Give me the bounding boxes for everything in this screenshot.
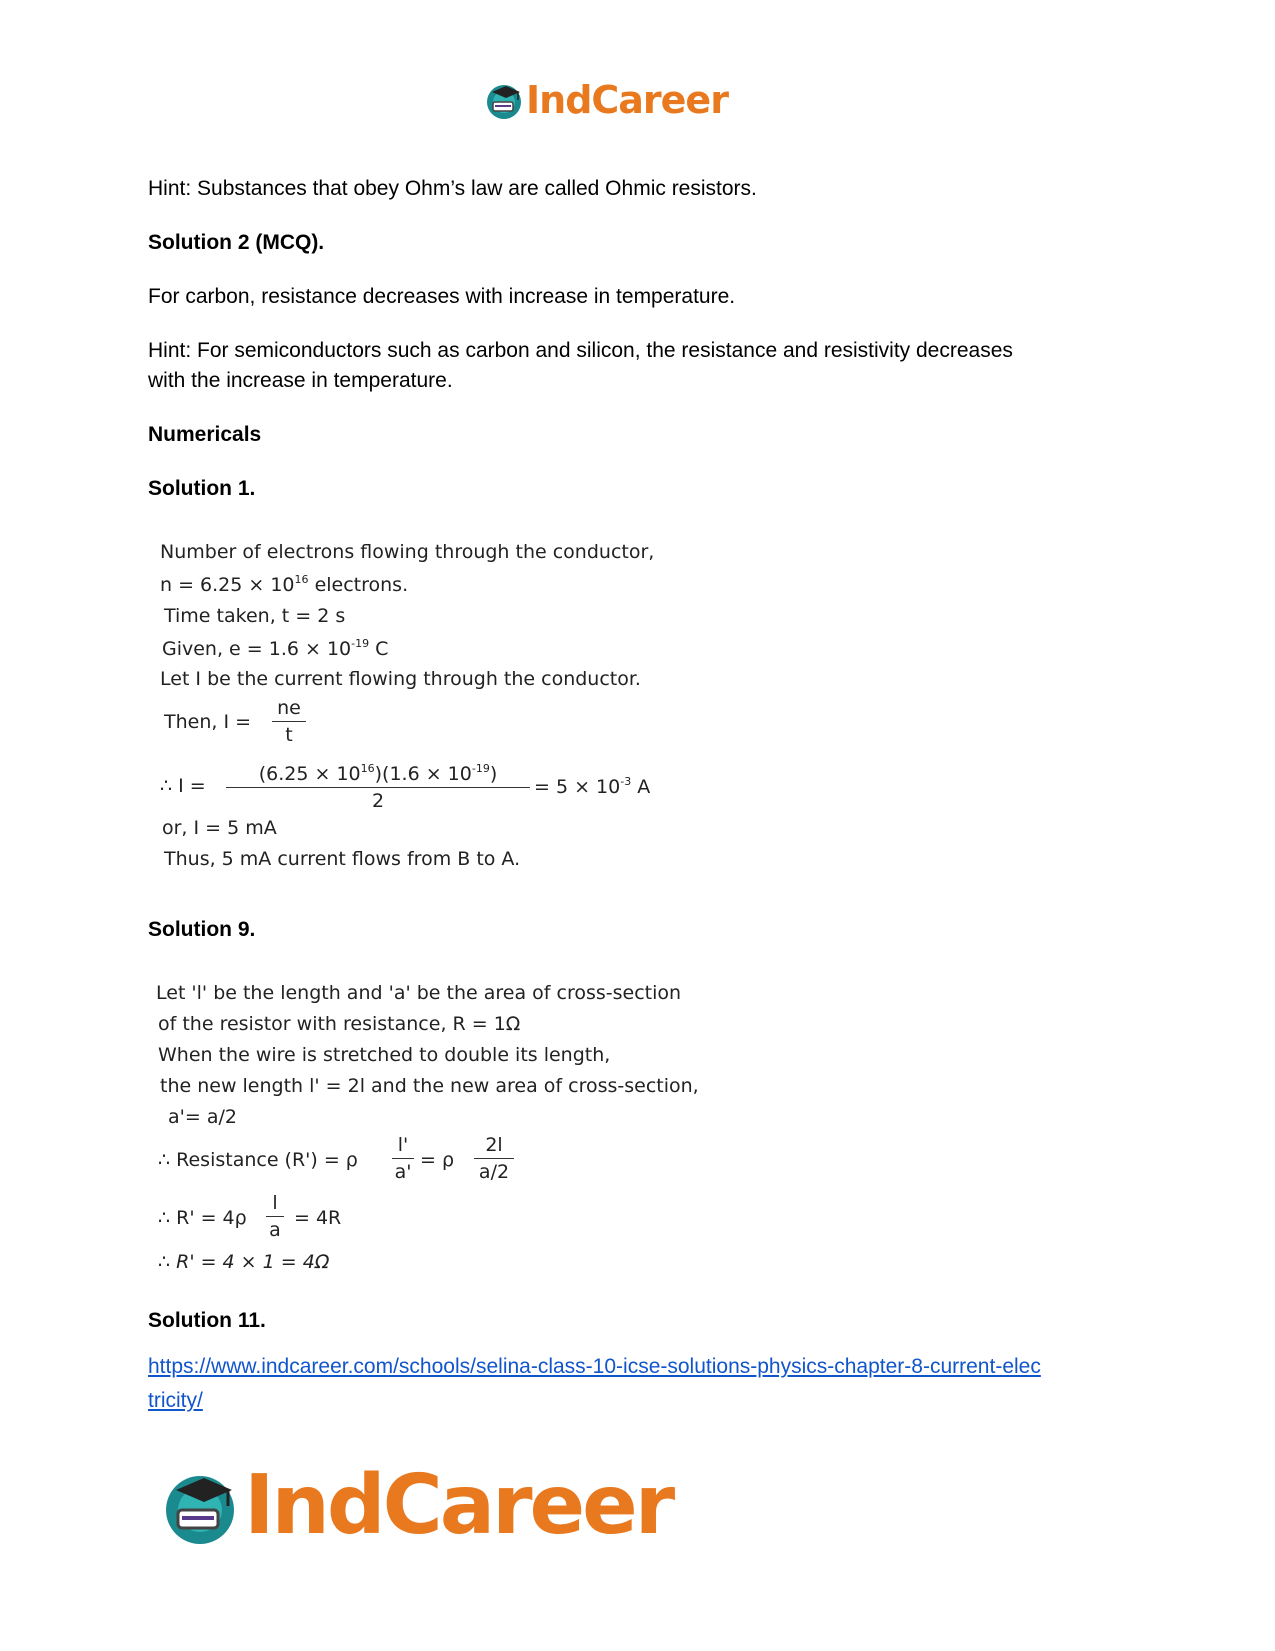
solution-11-link[interactable] (148, 1350, 1148, 1418)
sol1-line-3: Time taken, t = 2 s (164, 605, 346, 627)
header-logo (484, 78, 728, 122)
header-logo-text: IndCareer (526, 78, 728, 122)
sol9-line-8: ∴ R' = 4 × 1 = 4Ω (158, 1251, 330, 1273)
graduation-cap-globe-icon (484, 80, 524, 120)
sol9-line-6-lhs: ∴ Resistance (R') = ρ (158, 1149, 358, 1171)
sol9-line-6-mid: = ρ (420, 1149, 455, 1171)
solution-2-heading: Solution 2 (MCQ). (148, 231, 325, 254)
sol1-line-4: Given, $e = 1.6 \times 10^{-19}$ C (162, 637, 389, 660)
sol9-line-7-lhs: ∴ R' = 4ρ (158, 1207, 247, 1229)
sol9-l-over-a-fraction: l a (266, 1192, 284, 1241)
footer-logo-text: IndCareer (244, 1458, 673, 1553)
numericals-heading: Numericals (148, 423, 262, 446)
indcareer-url-link-line2[interactable]: tricity/ (148, 1389, 203, 1412)
sol1-line-7-lhs: ∴ I = (160, 775, 206, 797)
solution-9-heading: Solution 9. (148, 918, 256, 941)
solution-1-heading: Solution 1. (148, 477, 256, 500)
sol1-line-2: $n = 6.25 \times 10^{16}$ electrons. (160, 573, 409, 596)
footer-logo (160, 1458, 672, 1553)
sol9-line-2: of the resistor with resistance, R = 1Ω (158, 1013, 521, 1035)
sol1-line-7-result: = $5 \times 10^{-3}$ A (534, 775, 651, 798)
sol1-line-5: Let I be the current flowing through the conductor. (160, 668, 641, 690)
solution-11-heading: Solution 11. (148, 1309, 266, 1332)
sol9-line-3: When the wire is stretched to double its length, (158, 1044, 611, 1066)
sol9-l-prime-over-a-prime-fraction: l' a' (392, 1134, 414, 1183)
hint-ohmic: Hint: Substances that obey Ohm’s law are called Ohmic resistors. (148, 177, 757, 200)
sol9-line-5: a'= a/2 (168, 1106, 237, 1128)
sol1-line-1: Number of electrons flowing through the conductor, (160, 541, 655, 563)
hint-semiconductor-line2: with the increase in temperature. (148, 369, 453, 392)
hint-semiconductor-line1: Hint: For semiconductors such as carbon and silicon, the resistance and resistivity decreases (148, 339, 1013, 362)
sol1-current-fraction: $(6.25 \times 10^{16})(1.6 \times 10^{-19})$ 2 (226, 758, 530, 812)
sol9-line-1: Let 'l' be the length and 'a' be the area of cross-section (156, 982, 682, 1004)
graduation-cap-globe-icon (160, 1466, 240, 1546)
sol1-line-8: or, I = 5 mA (162, 817, 277, 839)
sol1-line-6-lhs: Then, I = (164, 711, 252, 733)
sol9-2l-over-a-half-fraction: 2l a/2 (474, 1134, 514, 1183)
sol1-line-9: Thus, 5 mA current flows from B to A. (164, 848, 521, 870)
indcareer-url-link-line1[interactable]: https://www.indcareer.com/schools/selina-class-10-icse-solutions-physics-chapter-8-current-elec (148, 1355, 1041, 1378)
carbon-answer: For carbon, resistance decreases with increase in temperature. (148, 285, 736, 308)
sol9-line-4: the new length l' = 2l and the new area of cross-section, (160, 1075, 699, 1097)
sol9-line-7-result: = 4R (294, 1207, 342, 1229)
sol1-ne-over-t-fraction: ne t (272, 697, 306, 746)
